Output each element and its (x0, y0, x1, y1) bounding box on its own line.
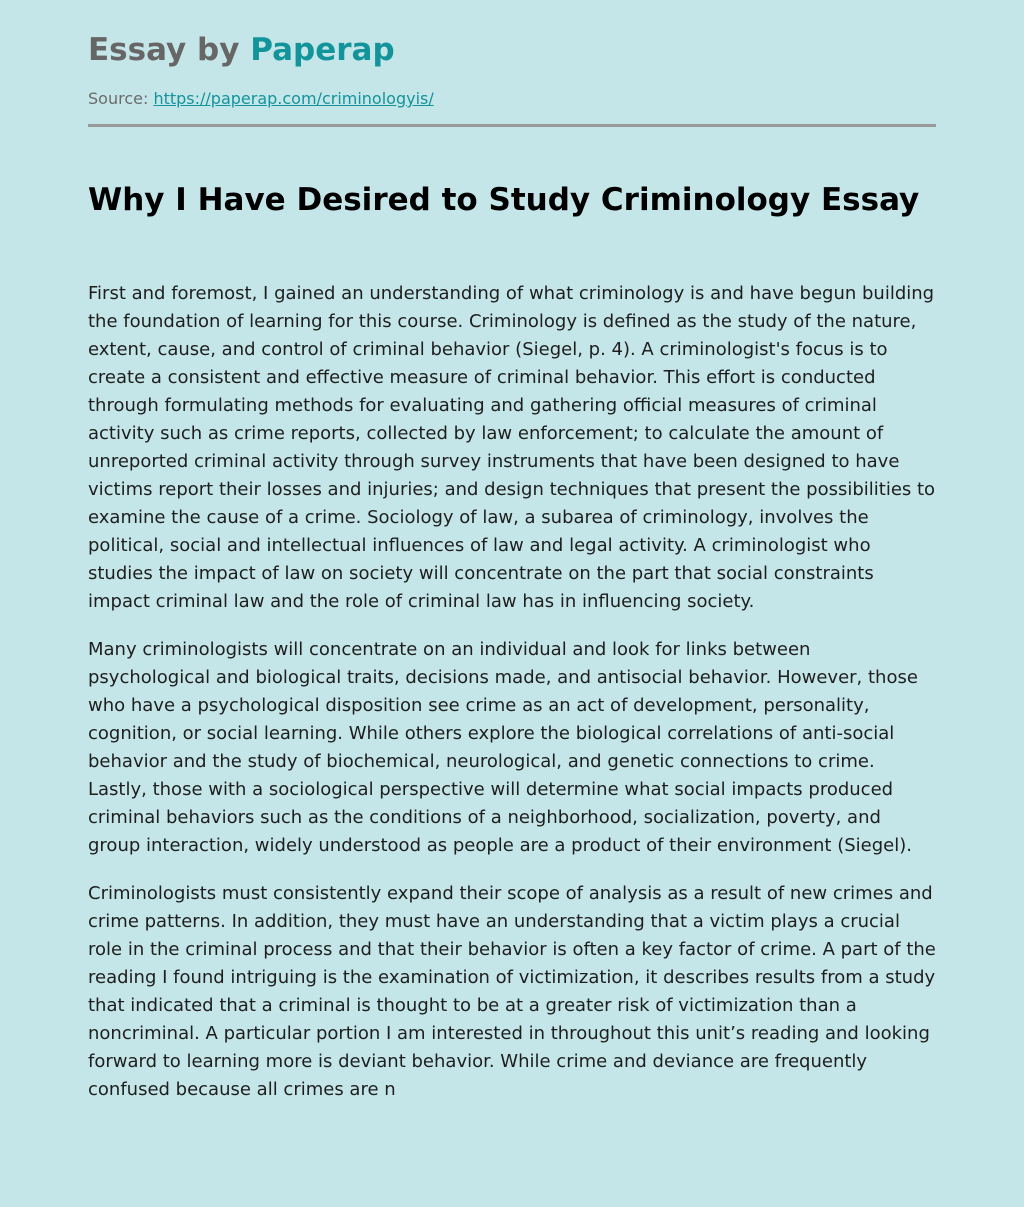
header-divider (88, 124, 936, 127)
brand-prefix: Essay by (88, 32, 251, 68)
brand-name: Paperap (250, 32, 395, 68)
source-link[interactable]: https://paperap.com/criminologyis/ (153, 89, 434, 108)
site-brand[interactable] (88, 30, 395, 70)
source-label: Source: (88, 89, 149, 108)
source-line (88, 89, 434, 109)
essay-title: Why I Have Desired to Study Criminology Essay (88, 182, 920, 218)
essay-body (88, 280, 936, 1184)
essay-paragraph-2: Many criminologists will concentrate on an individual and look for links between psychological and biological traits, decisions made, and antisocial behavior. However, those who have a psychological disposition see crime as an act of development, personality, cognition, or social learning. While others explore the biological correlations of anti-social behavior and the study of biochemical, neurological, and genetic connections to crime. Lastly, those with a sociological perspective will determine what social impacts produced criminal behaviors such as the conditions of a neighborhood, socialization, poverty, and group interaction, widely understood as people are a product of their environment (Siegel). (88, 639, 918, 856)
essay-paragraph-1: First and foremost, I gained an understanding of what criminology is and have begun building the foundation of learning for this course. Criminology is defined as the study of the nature, extent, cause, and control of criminal behavior (Siegel, p. 4). A criminologist's focus is to create a consistent and effective measure of criminal behavior. This effort is conducted through formulating methods for evaluating and gathering official measures of criminal activity such as crime reports, collected by law enforcement; to calculate the amount of unreported criminal activity through survey instruments that have been designed to have victims report their losses and injuries; and design techniques that present the possibilities to examine the cause of a crime. Sociology of law, a subarea of criminology, involves the political, social and intellectual influences of law and legal activity. A criminologist who studies the impact of law on society will concentrate on the part that social constraints impact criminal law and the role of criminal law has in influencing society. (88, 283, 936, 612)
essay-paragraph-3: Criminologists must consistently expand their scope of analysis as a result of new crimes and crime patterns. In addition, they must have an understanding that a victim plays a crucial role in the criminal process and that their behavior is often a key factor of crime. A part of the reading I found intriguing is the examination of victimization, it describes results from a study that indicated that a criminal is thought to be at a greater risk of victimization than a noncriminal. A particular portion I am interested in throughout this unit’s reading and looking forward to learning more is deviant behavior. While crime and deviance are frequently confused because all crimes are n (88, 883, 936, 1100)
